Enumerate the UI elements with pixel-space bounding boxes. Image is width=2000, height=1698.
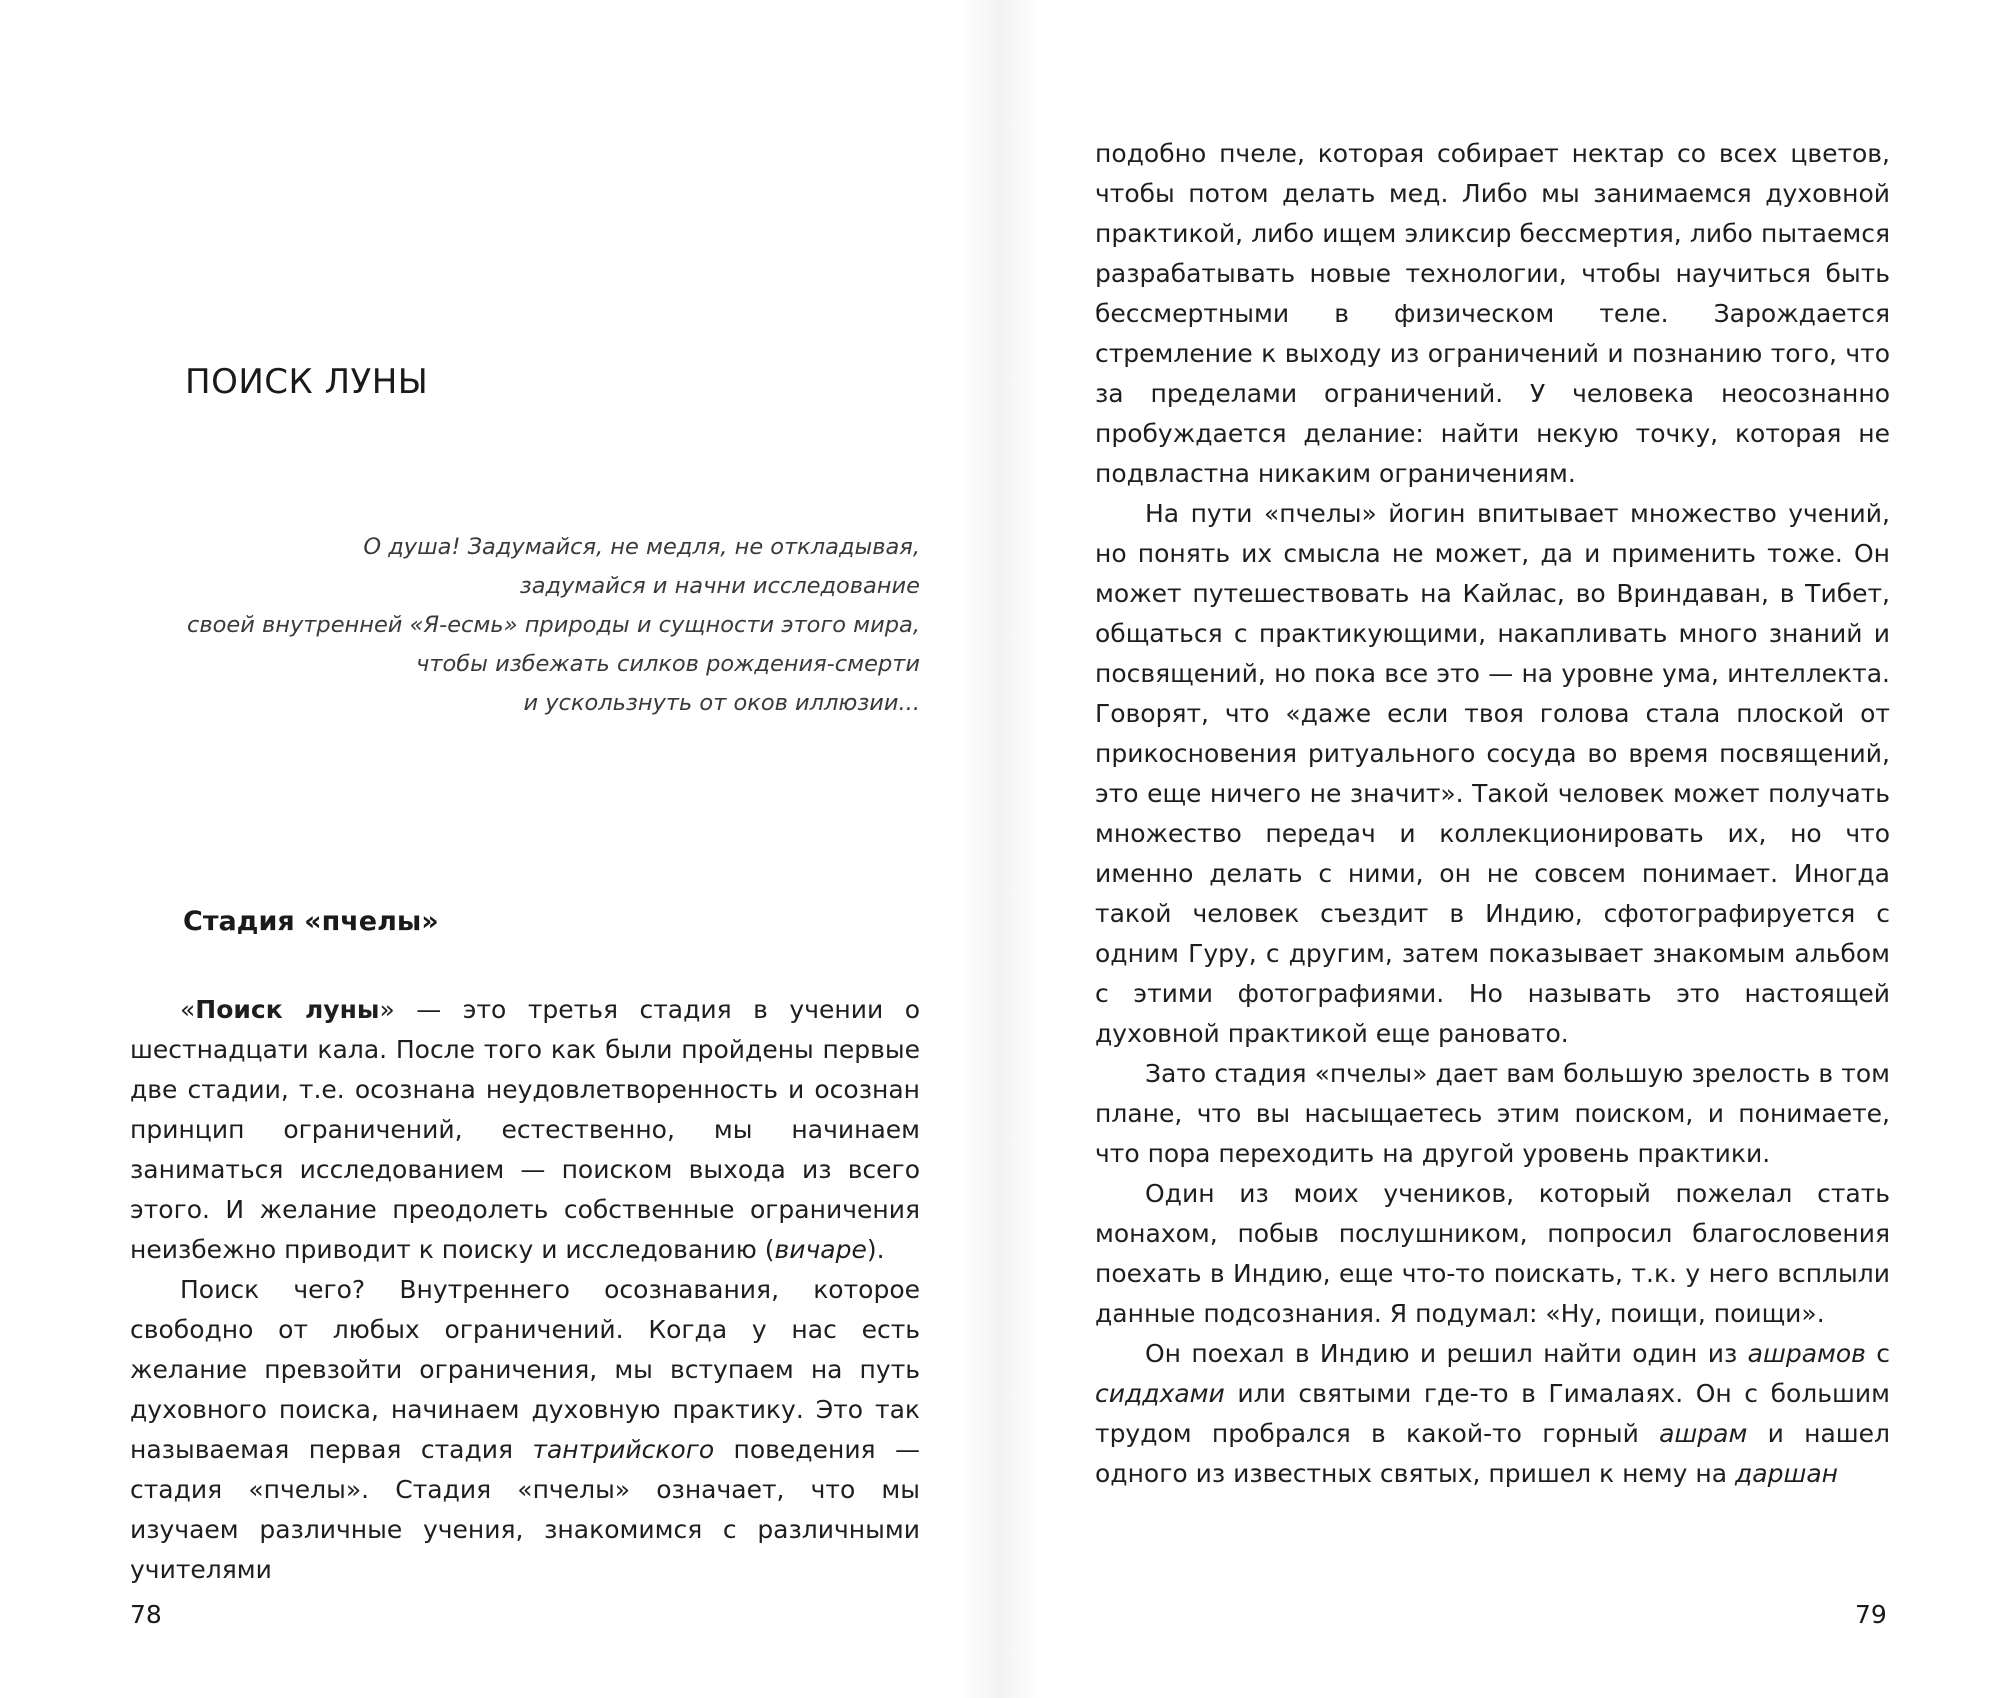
- text-run: Он поехал в Индию и решил найти один из: [1145, 1339, 1748, 1368]
- italic-term: даршан: [1735, 1459, 1839, 1488]
- paragraph: [130, 1270, 920, 1590]
- epigraph-line: О душа! Задумайся, не медля, не откладывая,: [363, 534, 920, 560]
- text-run: ).: [866, 1235, 885, 1264]
- paragraph: На пути «пчелы» йогин впитывает множество учений, но понять их смысла не может, да и применить тоже. Он может путешествовать на Кайлас, во Вриндаван, в Тибет, общаться с практикующими, накапливать много знаний и посвящений, но пока все это — на уровне ума, интеллекта. Говорят, что «даже если твоя голова стала плоской от прикосновения ритуального сосуда во время посвящений, это еще ничего не значит». Такой человек может получать множество передач и коллекционировать их, но что именно делать с ними, он не совсем понимает. Иногда такой человек съездит в Индию, сфотографируется с одним Гуру, с другим, затем показывает знакомым альбом с этими фотографиями. Но называть это настоящей духовной практикой еще рановато.: [1095, 499, 1890, 1048]
- right-body-text: [1095, 134, 1890, 1494]
- page-number: 78: [130, 1600, 162, 1629]
- italic-term: ашрам: [1659, 1419, 1748, 1448]
- paragraph: [1095, 1334, 1890, 1494]
- italic-term: сиддхами: [1095, 1379, 1225, 1408]
- epigraph-line: своей внутренней «Я-есмь» природы и сущности этого мира,: [187, 612, 920, 638]
- text-run: Поиск чего? Внутреннего осознавания, которое свободно от любых ограничений. Когда у нас есть желание превзойти ограничения, мы вступаем на путь духовного поиска, начинаем духовную практику. Это так называемая первая стадия: [130, 1275, 920, 1464]
- paragraph: [130, 990, 920, 1270]
- text-run: » — это третья стадия в учении о шестнадцати кала. После того как были пройдены первые две стадии, т.е. осознана неудовлетворенность и осознан принцип ограничений, естественно, мы начинаем заниматься исследованием — поиском выхода из всего этого. И желание преодолеть собственные ограничения неизбежно приводит к поиску и исследованию (: [130, 995, 921, 1264]
- text-run: поведения — стадия «пчелы». Стадия «пчелы» означает, что мы изучаем различные учения, знакомимся с различными учителями: [130, 1435, 920, 1584]
- epigraph: [120, 528, 920, 723]
- text-run: или святыми где-то в Гималаях. Он с большим трудом пробрался в какой-то горный: [1095, 1379, 1890, 1448]
- paragraph: Один из моих учеников, который пожелал стать монахом, побыв послушником, попросил благословения поехать в Индию, еще что-то поискать, т.к. у него всплыли данные подсознания. Я подумал: «Ну, поищи, поищи».: [1095, 1179, 1890, 1328]
- book-gutter: [960, 0, 1040, 1698]
- chapter-title: ПОИСК ЛУНЫ: [185, 362, 429, 402]
- right-page: [1000, 0, 2000, 1698]
- paragraph: Зато стадия «пчелы» дает вам большую зрелость в том плане, что вы насыщаетесь этим поиском, и понимаете, что пора переходить на другой уровень практики.: [1095, 1059, 1890, 1168]
- italic-term: тантрийского: [532, 1435, 715, 1464]
- text-run: с: [1865, 1339, 1890, 1368]
- text-run: и нашел одного из известных святых, пришел к нему на: [1095, 1419, 1891, 1488]
- bold-term: Поиск луны: [195, 995, 380, 1024]
- epigraph-line: и ускользнуть от оков иллюзии...: [523, 690, 920, 716]
- italic-term: вичаре: [774, 1235, 867, 1264]
- epigraph-line: задумайся и начни исследование: [519, 573, 920, 599]
- text-run: «: [180, 995, 196, 1024]
- epigraph-line: чтобы избежать силков рождения-смерти: [416, 651, 920, 677]
- section-heading: Стадия «пчелы»: [183, 906, 439, 937]
- italic-term: ашрамов: [1747, 1339, 1866, 1368]
- left-body-text: [130, 990, 920, 1590]
- paragraph: подобно пчеле, которая собирает нектар со всех цветов, чтобы потом делать мед. Либо мы занимаемся духовной практикой, либо ищем эликсир бессмертия, либо пытаемся разрабатывать новые технологии, чтобы научиться быть бессмертными в физическом теле. Зарождается стремление к выходу из ограничений и познанию того, что за пределами ограничений. У человека неосознанно пробуждается делание: найти некую точку, которая не подвластна никаким ограничениям.: [1095, 139, 1890, 488]
- page-number: 79: [1855, 1600, 1887, 1629]
